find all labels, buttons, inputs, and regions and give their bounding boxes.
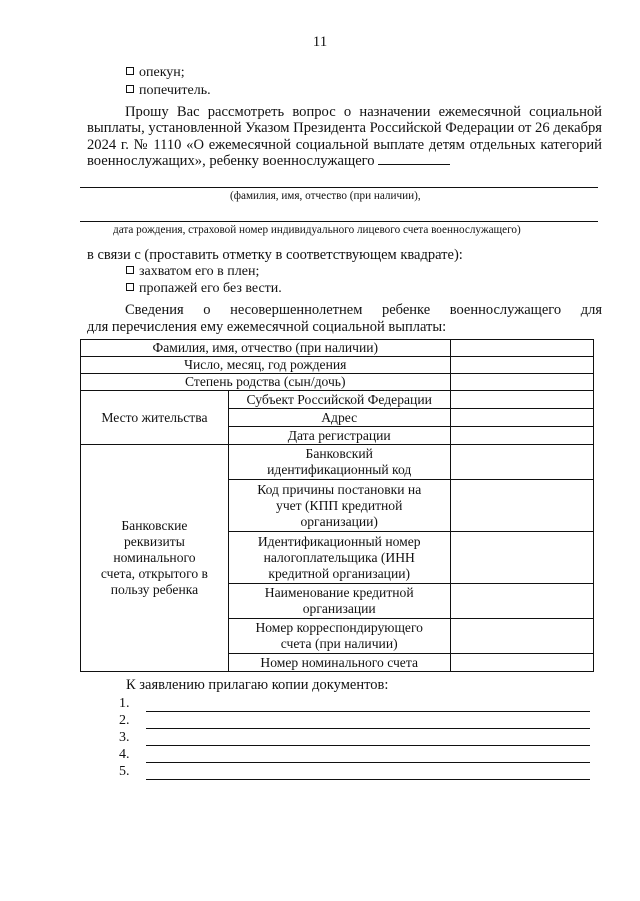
option-guardian[interactable] [126, 64, 185, 82]
caption-birth: дата рождения, страховой номер индивидуального лицевого счета военнослужащего) [113, 224, 521, 236]
checkbox[interactable] [126, 283, 134, 291]
request-text: Прошу Вас рассмотреть вопрос о назначении ежемесячной социальной выплаты, установленной Указом Президента Российской Федерации от 26 декабря 2024 г. № 1110 «О ежемесячной социальной выплате детям отдельных категорий военнослужащих», ребенку военнослужащего [87, 104, 602, 169]
attachment-line[interactable] [146, 779, 590, 780]
value-kpp[interactable] [450, 480, 593, 532]
value-full-name[interactable] [450, 340, 593, 357]
checkbox[interactable] [126, 266, 134, 274]
label-bank-details: Банковские реквизиты номинального счета, открытого в пользу ребенка [81, 445, 229, 672]
intro-line2: для перечисления ему ежемесячной социальной выплаты: [87, 319, 447, 335]
attachments-heading: К заявлению прилагаю копии документов: [126, 677, 389, 693]
label-kinship: Степень родства (сын/дочь) [81, 374, 451, 391]
request-paragraph [87, 104, 602, 169]
label-region: Субъект Российской Федерации [228, 391, 450, 409]
label-nominal-account: Номер номинального счета [228, 654, 450, 672]
caption-name: (фамилия, имя, отчество (при наличии), [230, 190, 421, 202]
label-residence: Место жительства [81, 391, 229, 445]
option-label: опекун; [139, 65, 185, 80]
label-registration-date: Дата регистрации [228, 427, 450, 445]
attachment-line[interactable] [146, 728, 590, 729]
label-kpp: Код причины постановки на учет (КПП кредитной организации) [228, 480, 450, 532]
value-address[interactable] [450, 409, 593, 427]
label-full-name: Фамилия, имя, отчество (при наличии) [81, 340, 451, 357]
label-corr-account: Номер корреспондирующего счета (при наличии) [228, 619, 450, 654]
value-nominal-account[interactable] [450, 654, 593, 672]
label-bank-name: Наименование кредитной организации [228, 584, 450, 619]
label-inn: Идентификационный номер налогоплательщика (ИНН кредитной организации) [228, 532, 450, 584]
value-registration-date[interactable] [450, 427, 593, 445]
attachment-line[interactable] [146, 762, 590, 763]
attachment-number: 5. [119, 764, 130, 779]
attachment-number: 3. [119, 730, 130, 745]
label-bic: Банковский идентификационный код [228, 445, 450, 480]
attachment-number: 4. [119, 747, 130, 762]
reason-intro: в связи с (проставить отметку в соответствующем квадрате): [87, 247, 463, 263]
page-number: 11 [312, 34, 328, 50]
option-captivity[interactable] [126, 263, 259, 281]
name-line[interactable] [80, 187, 598, 188]
attachment-line[interactable] [146, 745, 590, 746]
label-birth-date: Число, месяц, год рождения [81, 357, 451, 374]
option-missing[interactable] [126, 280, 282, 298]
value-inn[interactable] [450, 532, 593, 584]
label-address: Адрес [228, 409, 450, 427]
name-fill-line[interactable] [378, 154, 450, 165]
value-kinship[interactable] [450, 374, 593, 391]
birth-line[interactable] [80, 221, 598, 222]
checkbox[interactable] [126, 67, 134, 75]
value-region[interactable] [450, 391, 593, 409]
option-trustee[interactable] [126, 82, 211, 100]
value-corr-account[interactable] [450, 619, 593, 654]
child-info-intro [87, 302, 602, 319]
child-info-table [80, 339, 594, 672]
option-label: пропажей его без вести. [139, 281, 282, 296]
value-bank-name[interactable] [450, 584, 593, 619]
attachment-number: 1. [119, 696, 130, 711]
option-label: попечитель. [139, 83, 211, 98]
checkbox[interactable] [126, 85, 134, 93]
option-label: захватом его в плен; [139, 264, 260, 279]
attachment-number: 2. [119, 713, 130, 728]
intro-text: Сведения о несовершеннолетнем ребенке военнослужащего для [125, 302, 602, 318]
value-birth-date[interactable] [450, 357, 593, 374]
value-bic[interactable] [450, 445, 593, 480]
attachment-line[interactable] [146, 711, 590, 712]
